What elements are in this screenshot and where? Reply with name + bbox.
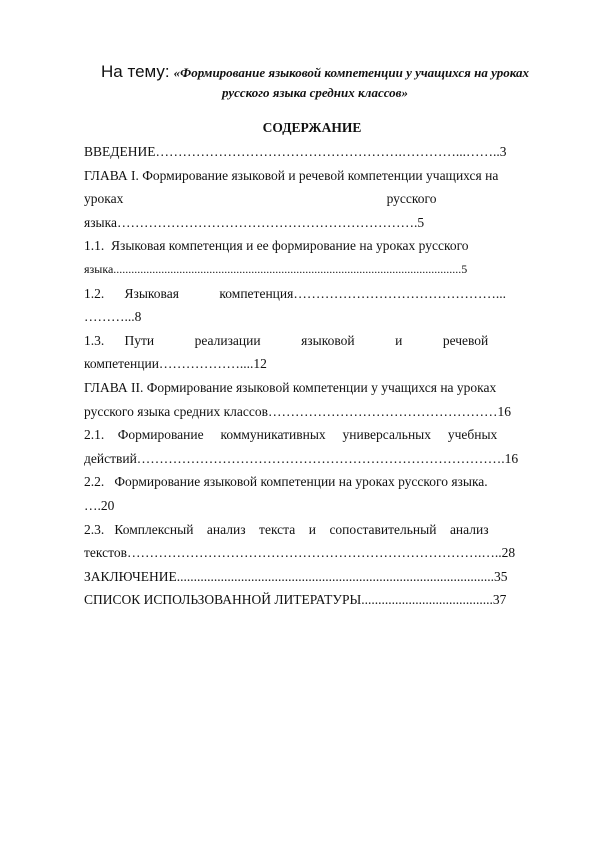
title-lead: На тему: bbox=[101, 62, 170, 81]
toc-line-1-1-b: языка....................................................................................................................5 bbox=[84, 261, 468, 276]
toc-line-2-3-b: текстов…………………………………………………………………….…..28 bbox=[84, 545, 516, 561]
toc-line-chapter1-b: уроках русского bbox=[84, 191, 437, 207]
toc-line-1-2-b: ………...8 bbox=[84, 309, 142, 325]
table-of-contents bbox=[84, 140, 540, 612]
toc-line-chapter2-b: русского языка средних классов……………………………………………16 bbox=[84, 403, 511, 419]
toc-line-2-1-b: действий……………………………………………………………………….16 bbox=[84, 450, 519, 466]
title-block bbox=[90, 62, 540, 103]
toc-line-chapter1-c: языка………………………………………………………….5 bbox=[84, 214, 425, 230]
toc-line-intro: ВВЕДЕНИЕ……………………………………………….…………...……..3 bbox=[84, 144, 507, 159]
toc-line-conclusion: ЗАКЛЮЧЕНИЕ..............................................................................................35 bbox=[84, 568, 508, 584]
toc-heading: СОДЕРЖАНИЕ bbox=[262, 120, 362, 135]
toc-line-2-3-a: 2.3. Комплексный анализ текста и сопоставительный анализ bbox=[84, 521, 489, 537]
toc-line-2-1-a: 2.1. Формирование коммуникативных универсальных учебных bbox=[84, 427, 498, 443]
toc-line-1-1-a: 1.1. Языковая компетенция и ее формирование на уроках русского bbox=[84, 238, 469, 254]
toc-line-chapter2-a: ГЛАВА II. Формирование языковой компетенции у учащихся на уроках bbox=[84, 379, 497, 395]
toc-line-chapter1-a: ГЛАВА I. Формирование языковой и речевой компетенции учащихся на bbox=[84, 167, 499, 183]
toc-line-1-3-a: 1.3. Пути реализации языковой и речевой bbox=[84, 332, 489, 348]
toc-line-1-2-a: 1.2. Языковая компетенция………………………………………... bbox=[84, 285, 506, 301]
toc-line-2-2-a: 2.2. Формирование языковой компетенции на уроках русского языка. bbox=[84, 474, 488, 490]
toc-line-1-3-b: компетенции………………....12 bbox=[84, 356, 267, 372]
title-topic: «Формирование языковой компетенции у учащихся на уроках русского языка средних классов» bbox=[173, 65, 529, 100]
toc-line-references: СПИСОК ИСПОЛЬЗОВАННОЙ ЛИТЕРАТУРЫ.......................................37 bbox=[84, 592, 507, 608]
toc-line-2-2-b: ….20 bbox=[84, 497, 115, 513]
